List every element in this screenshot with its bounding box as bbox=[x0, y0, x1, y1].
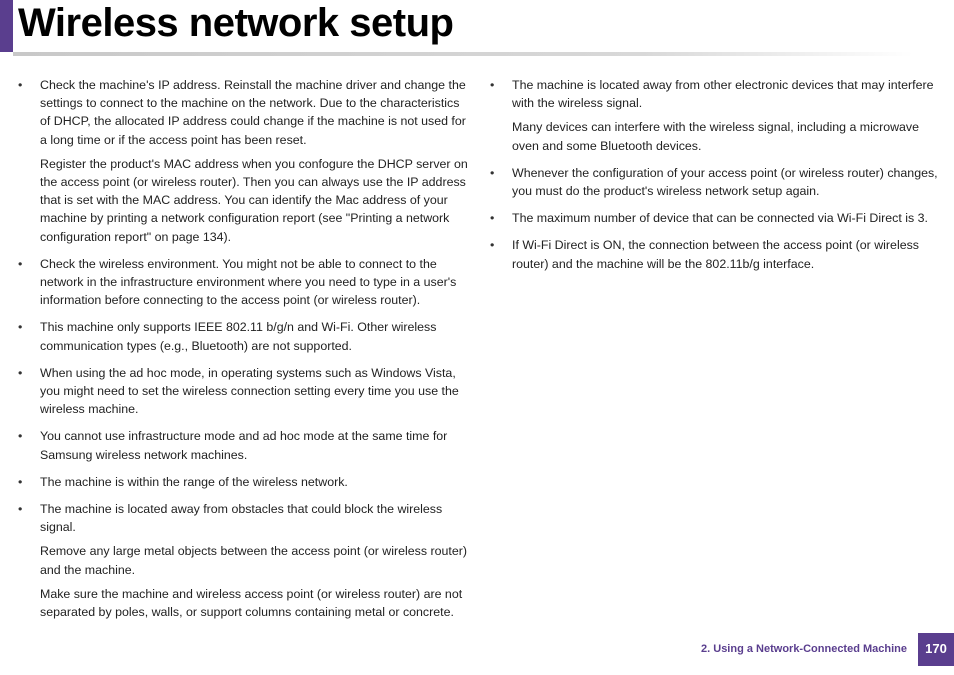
header-accent-bar bbox=[0, 0, 13, 52]
paragraph: The machine is within the range of the wireless network. bbox=[40, 474, 348, 489]
left-column bbox=[18, 76, 468, 630]
list-item bbox=[490, 209, 940, 227]
page-title: Wireless network setup bbox=[18, 1, 454, 45]
list-item bbox=[18, 255, 468, 310]
list-item bbox=[18, 427, 468, 463]
paragraph: You cannot use infrastructure mode and ad hoc mode at the same time for Samsung wireless network machines. bbox=[40, 429, 448, 462]
bullet-icon: • bbox=[18, 256, 23, 271]
list-item bbox=[18, 318, 468, 354]
bullet-icon: • bbox=[18, 474, 23, 489]
list-item bbox=[490, 236, 940, 272]
paragraph: The maximum number of device that can be connected via Wi-Fi Direct is 3. bbox=[512, 211, 928, 226]
bullet-icon: • bbox=[18, 320, 23, 335]
paragraph: Make sure the machine and wireless access point (or wireless router) are not separated by poles, walls, or support columns containing metal or concrete. bbox=[40, 586, 463, 620]
paragraph: This machine only supports IEEE 802.11 b/g/n and Wi-Fi. Other wireless communication types (e.g., Bluetooth) are not supported. bbox=[40, 320, 437, 353]
left-bullet-list bbox=[18, 76, 468, 621]
bullet-icon: • bbox=[490, 78, 495, 92]
paragraph: The machine is located away from other electronic devices that may interfere with the wireless signal. bbox=[512, 78, 934, 111]
list-item bbox=[18, 76, 468, 246]
bullet-icon: • bbox=[490, 165, 495, 180]
list-item bbox=[18, 364, 468, 419]
bullet-icon: • bbox=[18, 78, 23, 92]
paragraph: Remove any large metal objects between the access point (or wireless router) and the machine. bbox=[40, 544, 467, 577]
title-divider bbox=[13, 52, 913, 56]
page-number-badge: 170 bbox=[918, 633, 954, 666]
list-item bbox=[18, 473, 468, 491]
list-item bbox=[490, 164, 940, 200]
paragraph: If Wi-Fi Direct is ON, the connection between the access point (or wireless router) and the machine will be the 802.11b/g interface. bbox=[512, 238, 919, 271]
bullet-icon: • bbox=[18, 429, 23, 444]
paragraph: Many devices can interfere with the wireless signal, including a microwave oven and some Bluetooth devices. bbox=[512, 120, 920, 153]
right-column bbox=[490, 76, 940, 282]
paragraph: When using the ad hoc mode, in operating systems such as Windows Vista, you might need to set the wireless connection setting every time you use the wireless machine. bbox=[40, 365, 459, 417]
paragraph: Check the machine's IP address. Reinstall the machine driver and change the settings to connect to the machine on the network. Due to the characteristics of DHCP, the allocated IP address could change if the machine is not used for a long time or if the access point has been reset. bbox=[40, 78, 466, 147]
bullet-icon: • bbox=[18, 365, 23, 380]
right-bullet-list bbox=[490, 76, 940, 273]
paragraph: Register the product's MAC address when you confogure the DHCP server on the access point (or wireless router). Then you can always use the IP address that is set with the MAC address. You can identify the Mac address of your machine by printing a network configuration report (see "Printing a network configuration report" on page 134). bbox=[40, 156, 468, 244]
bullet-icon: • bbox=[490, 238, 495, 253]
list-item bbox=[18, 500, 468, 621]
bullet-icon: • bbox=[490, 211, 495, 226]
paragraph: Check the wireless environment. You might not be able to connect to the network in the infrastructure environment where you need to type in a user's information before connecting to the access point (or wireless router). bbox=[40, 256, 457, 308]
footer-section-label: 2. Using a Network-Connected Machine bbox=[701, 643, 907, 655]
paragraph: Whenever the configuration of your access point (or wireless router) changes, you must do the product's wireless network setup again. bbox=[512, 165, 938, 199]
paragraph: The machine is located away from obstacles that could block the wireless signal. bbox=[40, 502, 443, 535]
list-item bbox=[490, 76, 940, 155]
bullet-icon: • bbox=[18, 502, 23, 517]
